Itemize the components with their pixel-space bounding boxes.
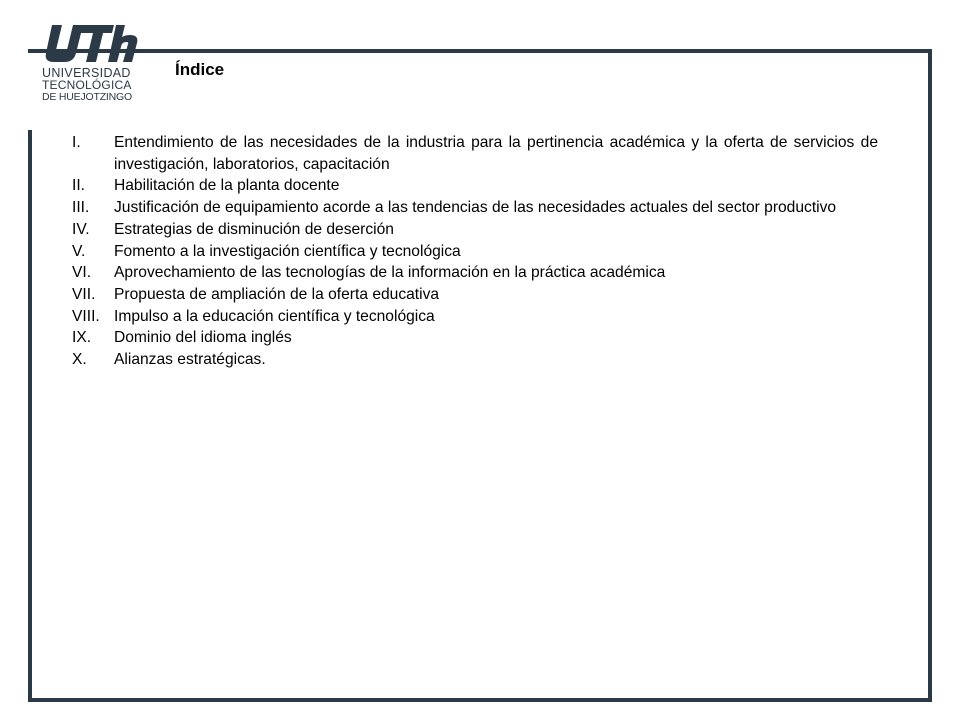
toc-item-number: IV. [72,220,90,238]
slide-frame-left-edge [28,130,32,702]
toc-item-text: Estrategias de disminución de deserción [114,220,394,238]
toc-item-number: VIII. [72,307,100,325]
toc-item-number: IX. [72,329,92,347]
toc-item-number: VII. [72,285,96,303]
toc-item [72,197,878,219]
uth-logo-mark [42,22,138,64]
toc-item [72,349,878,371]
toc-item-number: II. [72,177,85,195]
logo-text-universidad: UNIVERSIDAD [42,66,131,80]
toc-item [72,327,878,349]
toc-item-text: Dominio del idioma inglés [114,329,292,347]
toc-item [72,241,878,263]
toc-item-text: Habilitación de la planta docente [114,177,340,195]
logo-text-huejotzingo: DE HUEJOTZINGO [42,91,132,103]
toc-item-number: VI. [72,264,92,282]
toc-item [72,262,878,284]
toc-item-number: X. [72,351,87,369]
toc-item-text: Alianzas estratégicas. [114,351,266,369]
toc-item-text: Impulso a la educación científica y tecnológica [114,307,435,325]
toc-item-text: Propuesta de ampliación de la oferta educativa [114,285,440,303]
toc-item [72,175,878,197]
toc-item-text: Aprovechamiento de las tecnologías de la información en la práctica académica [114,264,666,282]
university-logo [40,22,145,104]
toc-item [72,132,878,175]
table-of-contents [72,132,878,371]
toc-item [72,284,878,306]
toc-item-number: III. [72,199,90,217]
toc-item [72,219,878,241]
toc-item-number: I. [72,134,81,151]
logo-text-tecnologica: TECNOLÓGICA [42,78,132,92]
toc-item-number: V. [72,242,86,260]
toc-item-text: Entendimiento de las necesidades de la industria para la pertinencia académica y la oferta de servicios de investigación, laboratorios, capacitación [114,134,878,173]
page-title: Índice [175,60,225,79]
toc-item [72,306,878,328]
toc-item-text: Justificación de equipamiento acorde a las tendencias de las necesidades actuales del sector productivo [114,199,837,217]
toc-item-text: Fomento a la investigación científica y tecnológica [114,242,461,260]
